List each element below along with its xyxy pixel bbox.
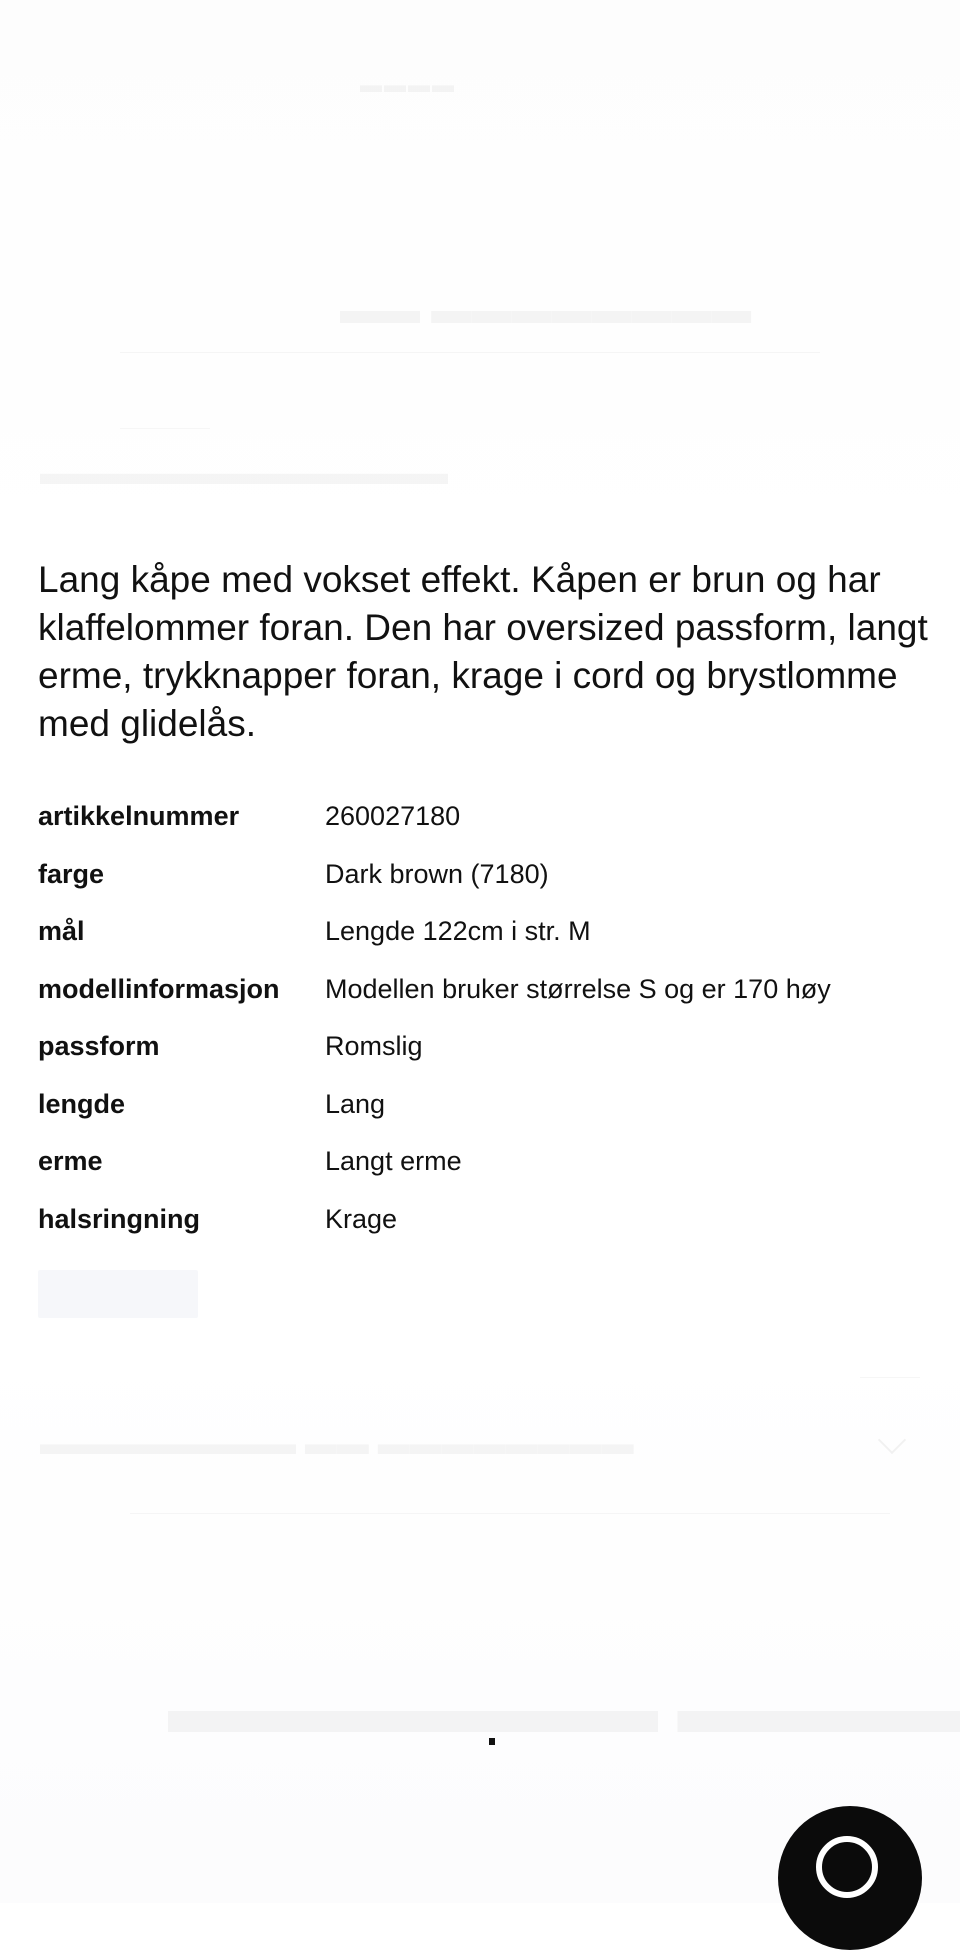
product-title-placeholder <box>340 288 751 333</box>
spec-label: halsringning <box>38 1203 200 1234</box>
divider <box>130 1513 890 1514</box>
chat-icon <box>816 1836 878 1898</box>
spec-row-length <box>38 1076 928 1134</box>
product-description: Lang kåpe med vokset effekt. Kåpen er brun og har klaffelommer foran. Den har oversized passform, langt erme, trykknapper foran, krage i cord og brystlomme med glidelås. <box>38 559 928 744</box>
spec-row-sleeve <box>38 1133 928 1191</box>
chat-button[interactable] <box>778 1806 922 1950</box>
spec-value: 260027180 <box>325 801 461 832</box>
header-logo-placeholder <box>360 72 456 98</box>
spec-row-neckline <box>38 1191 928 1249</box>
spec-value: Modellen bruker størrelse S og er 170 høy <box>325 973 831 1004</box>
spec-label: artikkelnummer <box>38 801 240 832</box>
recommended-heading-placeholder <box>168 1668 960 1748</box>
spec-label: modellinformasjon <box>38 973 280 1004</box>
spec-label: mål <box>38 916 85 947</box>
spec-value: Lengde 122cm i str. M <box>325 916 591 947</box>
section-heading-placeholder <box>40 454 448 493</box>
spec-row-measurements <box>38 903 928 961</box>
product-specs-table <box>38 788 928 1248</box>
spec-value: Krage <box>325 1203 398 1234</box>
spec-label: farge <box>38 858 105 889</box>
spec-label: passform <box>38 1031 160 1062</box>
spec-label: erme <box>38 1146 103 1177</box>
divider <box>120 428 210 429</box>
chevron-down-icon[interactable] <box>878 1426 906 1454</box>
accordion-header-placeholder[interactable] <box>40 1425 634 1462</box>
divider <box>120 352 820 353</box>
spec-value: Lang <box>325 1088 386 1119</box>
spec-row-color <box>38 846 928 904</box>
carousel-dot <box>489 1738 495 1745</box>
spec-label: lengde <box>38 1088 126 1119</box>
spec-row-article-number <box>38 788 928 846</box>
spec-value: Dark brown (7180) <box>325 858 549 889</box>
spec-row-model-info <box>38 961 928 1019</box>
spec-value: Romslig <box>325 1031 423 1062</box>
divider <box>860 1377 920 1378</box>
faded-link-placeholder[interactable] <box>38 1270 198 1318</box>
spec-row-fit <box>38 1018 928 1076</box>
spec-value: Langt erme <box>325 1146 462 1177</box>
